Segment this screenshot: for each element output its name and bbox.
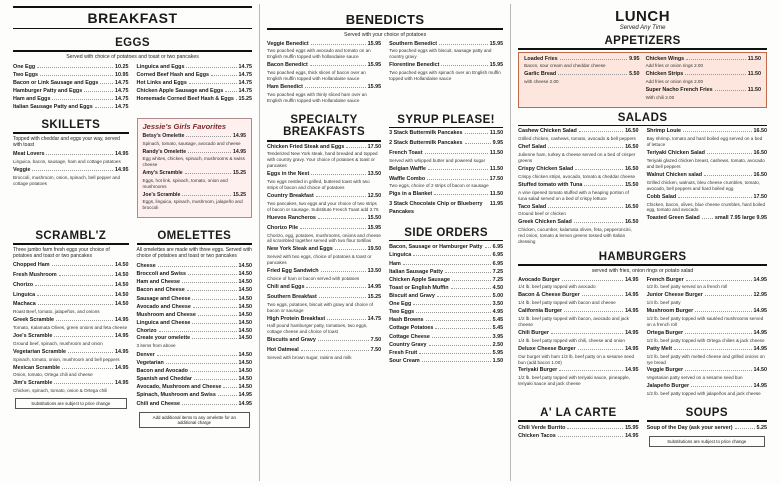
- column-benedicts: [260, 4, 511, 481]
- list-item: Bacon Benedict 15.95 Two poached eggs, thick slices of bacon over an English muffin topped with Hollandaise sauce: [267, 62, 382, 82]
- list-item: Vegetarian Scramble 14.95 Spinach, tomato, onion, mushroom and bell peppers: [13, 348, 129, 362]
- list-item: Ham and Eggs 14.75: [13, 95, 129, 102]
- list-item: Chorizo 14.50: [13, 281, 129, 288]
- list-item: Denver 14.50: [136, 351, 253, 358]
- breakfast-title: BREAKFAST: [87, 10, 178, 26]
- list-item: Bacon and Cheese 14.50: [136, 287, 253, 294]
- alacarte-and-soups: [518, 403, 767, 447]
- appetizers-box: [518, 52, 767, 108]
- list-item: Toast or English Muffin 4.50: [389, 284, 504, 291]
- list-item: Ham and Cheese 14.50: [136, 279, 253, 286]
- list-item: Meat Lovers 14.95 Linguica, bacon, sausage, ham and cottage potatoes: [13, 151, 129, 164]
- list-item: One Egg 3.50: [389, 301, 504, 308]
- list-item: Toasted Green Salad small 7.95 large 9.95: [646, 215, 767, 222]
- list-item: Homemade Corned Beef Hash & Eggs 15.25: [136, 95, 253, 102]
- skillets-and-favorites: [13, 115, 252, 222]
- list-item: Cottage Cheese 3.95: [389, 333, 504, 340]
- list-item: Italian Sausage Patty 7.25: [389, 268, 504, 275]
- list-item: 2 Stack Buttermilk Pancakes 9.95: [389, 140, 504, 147]
- list-item: Linguica and Cheese 14.50: [136, 319, 253, 326]
- list-item: Mexican Scramble 14.95 Onion, tomato, Ortega chili and cheese: [13, 364, 129, 378]
- salads-title: SALADS: [617, 111, 668, 124]
- list-item: Bacon or Link Sausage and Eggs 14.75: [13, 79, 129, 86]
- list-item: Chorizo 14.50: [136, 327, 253, 334]
- list-item: Southern Benedict 15.95 Two poached eggs with biscuit, sausage patty and country gravy: [389, 40, 504, 60]
- list-item: Country Gravy 2.50: [389, 341, 504, 348]
- list-item: Spanish and Cheddar 14.50: [136, 376, 253, 383]
- breakfast-banner: [13, 6, 252, 33]
- list-item: Mushroom and Cheese 14.50: [136, 311, 253, 318]
- list-item: Bacon, Sausage or Hamburger Patty 6.95: [389, 244, 504, 251]
- list-item: Country Breakfast 12.50 Two pancakes, two eggs and your choice of two strips of bacon or sausage. Substitute French Toast add 3.75: [267, 193, 382, 212]
- specialty-title: SPECIALTY BREAKFASTS: [283, 113, 366, 139]
- list-item: Veggie Burger 14.50 Vegetarian patty served on a sesame seed bun: [646, 367, 767, 381]
- list-item: Jim's Scramble 14.95 Chicken, spinach, tomato, onion & Ortega chili: [13, 380, 129, 394]
- column-lunch: [511, 4, 774, 481]
- list-item: French Toast 11.50 Served with whipped butter and powered sugar: [389, 149, 504, 163]
- list-item: Vegetarian 14.50: [136, 359, 253, 366]
- list-item: Loaded Fries 9.95 Bacon, sour cream and cheddar cheese: [524, 55, 640, 69]
- list-item: Hamburger Patty and Eggs 14.75: [13, 87, 129, 94]
- list-item: Hot Oatmeal 7.50 Served with brown sugar, raisins and milk: [267, 347, 382, 361]
- eggs-items: [13, 63, 252, 112]
- list-item: Soup of the Day (ask your server) 5.25: [646, 424, 767, 431]
- list-item: Teriyaki Burger 14.95 1/2 lb. beef patty topped with teriyaki sauce, pineapple, teriyaki sauce and jack cheese: [518, 367, 639, 387]
- omelettes-footnote: Add additional items to any omelette for an additional charge: [139, 412, 251, 428]
- list-item: Jalapeño Burger 14.95 1/2 lb. beef patty topped with jalapeños and jack cheese: [646, 383, 767, 397]
- list-item: Chicken Tacos 14.95: [518, 432, 639, 439]
- list-item: Veggie Benedict 15.95 Two poached eggs with avocado and tomato on an English muffin topped with hollandaise sauce: [267, 40, 382, 60]
- list-item: Chorizo Pile 15.95 Chorizo, egg, potatoes, mushrooms, onions and cheese all scrambled together served with two flour tortillas: [267, 224, 382, 244]
- list-item: Walnut Chicken salad 16.50 Grilled chicken, walnuts, bleu cheese crumbles, tomato, avocado, bell peppers and hard boiled egg: [646, 171, 767, 191]
- alacarte-items: [518, 424, 638, 440]
- lunch-subtitle: Served Any Time: [619, 25, 666, 31]
- list-item: Sausage and Cheese 14.50: [136, 295, 253, 302]
- list-item: New York Steak and Eggs 19.50 Served with two eggs, choice of potatoes & toast or pancakes: [267, 246, 382, 266]
- list-item: Ham Benedict 15.95 Two poached eggs with thinly sliced ham over an English muffin topped with Hollandaise sauce: [267, 84, 382, 103]
- list-item: Super Nacho French Fries 11.50 With chili 2.00: [645, 87, 761, 100]
- list-item: Linguica 6.95: [389, 252, 504, 259]
- list-item: Avocado, Mushroom and Cheese 14.50: [136, 384, 253, 391]
- scramblz-items: [13, 262, 129, 394]
- list-item: Biscuits and Gravy 7.50: [267, 337, 382, 344]
- hamburgers-items: [518, 277, 767, 400]
- eggs-title: EGGS: [115, 37, 150, 49]
- list-item: 3 Stack Chocolate Chip or Blueberry Pancakes 11.95: [389, 201, 504, 216]
- list-item: Cashew Chicken Salad 16.50 Grilled chicken, cashews, tomato, avocado & bell peppers: [518, 128, 639, 142]
- list-item: Greek Chicken Salad 16.50 Chicken, cucumber, kalamata olives, feta, pepperoncini, red onion, tomato & lemon greens tossed with Italian dressing: [518, 219, 639, 245]
- list-item: Ham 6.95: [389, 260, 504, 267]
- list-item: 3 Stack Buttermilk Pancakes 11.50: [389, 130, 504, 137]
- list-item: Chicken Fried Steak and Eggs 17.50 Tenderized New York steak, hand breaded and topped with country gravy. Your choice of potatoes & toast or pancakes: [267, 143, 382, 169]
- benedicts-sub: Served with your choice of potatoes: [343, 31, 427, 38]
- skillets-title: SKILLETS: [41, 119, 101, 132]
- list-item: High Protein Breakfast 14.75 Half pound hamburger patty, tomatoes, two eggs, cottage cheese and choice of toast: [267, 315, 382, 335]
- list-item: Cottage Potatoes 5.45: [389, 325, 504, 332]
- lunch-title: LUNCH: [615, 8, 671, 25]
- list-item: Two Eggs 4.95: [389, 309, 504, 316]
- omelettes-items: [137, 262, 253, 335]
- list-item: Chicken Apple Sausage 7.25: [389, 276, 504, 283]
- benedicts-items: [267, 41, 503, 106]
- list-item: Chili Burger 14.95 1/4 lb. beef patty topped with chili, cheese and onion: [518, 329, 639, 343]
- list-item: Chili Verde Burrito 15.95: [518, 424, 639, 431]
- list-item: Veggie 14.95 Broccoli, mushroom, onion, spinach, bell pepper and cottage potatoes: [13, 166, 129, 186]
- hamburgers-sub: served with fries, onion rings or potato salad: [591, 267, 694, 274]
- appetizers-title: APPETIZERS: [604, 35, 681, 47]
- list-item: One Egg 10.25: [13, 63, 129, 70]
- list-item: Machaca 14.50 Roast Beef, tomato, jalapeños, and onions: [13, 301, 129, 315]
- omelettes-title: OMELETTES: [157, 230, 232, 243]
- specialty-and-syrup: [267, 110, 503, 365]
- scramblz-sub: Three jumbo farm fresh eggs your choice of potatoes and toast or two pancakes: [13, 246, 110, 259]
- favorites-box: [137, 118, 253, 218]
- list-item: Deluxe Cheese Burger 14.95 Our burger with ham 1/3 lb. beef patty on a sesame seed bun (add bacon 1.00): [518, 345, 639, 365]
- benedicts-title: BENEDICTS: [345, 12, 425, 27]
- list-item: Randy's Omelette 14.95 Egg whites, chicken, spinach, mushrooms & swiss cheese: [142, 148, 247, 168]
- list-item: Chili and Cheese 14.95: [136, 400, 253, 407]
- soups-title: SOUPS: [685, 407, 728, 420]
- list-item: Chicken Strips 11.50 Add fries or onion rings 2.00: [645, 71, 761, 85]
- scramblz-and-omelettes: [13, 226, 252, 428]
- list-item: Taco Salad 16.50 Ground beef or chicken: [518, 203, 639, 217]
- list-item: Stuffed tomato with Tuna 15.50 A vine ripened tomato stuffed with a heaping portion of tuna salad served on a bed of crispy lettuce: [518, 181, 639, 201]
- list-item: Create your omelette 14.50 3 items from above: [136, 335, 253, 348]
- soups-items: [647, 424, 767, 432]
- hamburgers-title: HAMBURGERS: [598, 251, 687, 264]
- eggs-sub: Served with choice of potatoes and toast or two pancakes: [66, 53, 199, 60]
- list-item: Chef Salad 16.50 Julienne ham, turkey & cheese served on a bed of crisper greens: [518, 144, 639, 163]
- list-item: California Burger 14.95 1/2 lb. beef patty topped with bacon, avocado and jack cheese: [518, 308, 639, 327]
- list-item: Linguica 14.50: [13, 291, 129, 298]
- list-item: Hash Browns 5.45: [389, 317, 504, 324]
- list-item: Eggs in the Nest 13.50 Two eggs nestled in grilled, buttered toast with two strips of bacon and choice of potatoes: [267, 171, 382, 191]
- list-item: Two Eggs 10.95: [13, 71, 129, 78]
- list-item: French Burger 14.95 1/2 lb. beef patty served on a french roll: [646, 276, 767, 290]
- list-item: Patty Melt 14.95 1/2 lb. beef patty with melted cheese and grilled onions on rye bread: [646, 345, 767, 365]
- list-item: Joe's Scramble 15.25 Eggs, linguica, spinach, mushroom, jalapeño and broccoli: [142, 191, 247, 211]
- sideorders-items: [389, 243, 503, 365]
- list-item: Shrimp Louie 16.50 Bay shrimp, tomato and hard boiled egg served on a bed of lettuce: [646, 128, 767, 148]
- list-item: Crispy Chicken Salad 16.50 Crispy chicken strips, avocado, tomato & cheddar cheese: [518, 165, 639, 179]
- list-item: Garlic Bread 5.50 with cheese 2.00: [524, 71, 640, 85]
- scramblz-footnote: Substitutions are subject to price change: [15, 398, 127, 409]
- list-item: Italian Sausage Patty and Eggs 14.75: [13, 104, 129, 111]
- list-item: Sour Cream 1.50: [389, 357, 504, 364]
- list-item: Avocado and Cheese 14.50: [136, 303, 253, 310]
- skillets-sub: Topped with cheddar and eggs your way, served with toast: [13, 135, 120, 148]
- list-item: Spinach, Mushroom and Swiss 14.95: [136, 392, 253, 399]
- scramblz-title: SCRAMBL'Z: [35, 230, 107, 243]
- list-item: Waffle Combo 17.50 Two eggs, choice of 2 strips of bacon or sausage: [389, 175, 504, 189]
- alacarte-title: A' LA CARTE: [540, 407, 617, 420]
- list-item: Betsy's Omelette 14.95 Spinach, tomato, sausage, avocado and cheese: [142, 133, 247, 146]
- list-item: Fried Egg Sandwich 13.50 Choice of ham or bacon served with potatoes: [267, 268, 382, 282]
- salads-items: [518, 128, 767, 247]
- list-item: Southern Breakfast 15.25 Two eggs, potatoes, biscuit with gravy and choice of bacon or sausage: [267, 293, 382, 313]
- omelettes-sub: All omelettes are made with three eggs. Served with choice of potatoes and toast or two pancakes: [136, 246, 252, 259]
- syrup-items: [389, 130, 503, 217]
- favorites-title: Jessie's Girls Favorites: [142, 122, 227, 132]
- list-item: Joe's Scramble 14.95 Ground beef, spinach, mushroom and onion: [13, 332, 129, 346]
- list-item: Chili and Eggs 14.95: [267, 284, 382, 290]
- list-item: Cheese 14.50: [136, 263, 253, 270]
- list-item: Linguica and Eggs 14.75: [136, 63, 253, 70]
- list-item: Fresh Fruit 5.95: [389, 349, 504, 356]
- list-item: Bacon and Avocado 14.50: [136, 368, 253, 375]
- column-breakfast: [6, 4, 260, 481]
- list-item: Greek Scramble 14.95 Tomato, Kalamata Olives, green onions and feta cheese: [13, 317, 129, 330]
- list-item: Chopped Ham 14.50: [13, 262, 129, 269]
- sideorders-title: SIDE ORDERS: [404, 226, 488, 239]
- list-item: Mushroom Burger 14.95 1/2 lb. beef patty topped with sautéed mushrooms served on a french roll: [646, 308, 767, 327]
- soups-footnote: Substitutions are subject to price change: [649, 436, 765, 447]
- list-item: Junior Cheese Burger 12.95 1/4 lb. beef patty: [646, 292, 767, 306]
- list-item: Teriyaki Chicken Salad 16.50 Teriyaki glazed chicken breast, cashews, tomato, avocado and bell peppers: [646, 150, 767, 169]
- list-item: Amy's Scramble 15.25 Eggs, hot link, spinach, tomato, onion and mushrooms: [142, 170, 247, 189]
- list-item: Chicken Apple Sausage and Eggs 14.75: [136, 87, 253, 94]
- list-item: Avocado Burger 14.95 1/4 lb. beef patty topped with avocado: [518, 276, 639, 290]
- list-item: Cobb Salad 17.50 Chicken, bacon, olives, blue cheese crumbles, hard boiled egg, tomato and avocado: [646, 193, 767, 213]
- list-item: Corned Beef Hash and Eggs 14.75: [136, 71, 253, 78]
- list-item: Broccoli and Swiss 14.50: [136, 271, 253, 278]
- list-item: Pigs in a Blanket 11.50: [389, 191, 504, 198]
- list-item: Hot Links and Eggs 14.75: [136, 79, 253, 86]
- list-item: Chicken Wings 11.50 Add fries or onion rings 2.00: [645, 55, 761, 69]
- list-item: Biscuit and Gravy 5.00: [389, 293, 504, 300]
- specialty-items: [267, 144, 381, 361]
- list-item: Huevos Rancheros 15.50: [267, 214, 382, 221]
- syrup-title: SYRUP PLEASE!: [397, 113, 495, 126]
- list-item: Bacon & Cheese Burger 14.95 1/4 lb. beef patty topped with bacon and cheese: [518, 292, 639, 306]
- list-item: Belgian Waffle 11.50: [389, 165, 504, 172]
- list-item: Ortega Burger 14.95 1/2 lb. beef patty topped with Ortega chilies & jack cheese: [646, 329, 767, 343]
- list-item: Florentine Benedict 15.95 Two poached eggs with spinach over an English muffin topped with Hollandaise sauce: [389, 62, 504, 82]
- list-item: Fresh Mushroom 14.50: [13, 271, 129, 278]
